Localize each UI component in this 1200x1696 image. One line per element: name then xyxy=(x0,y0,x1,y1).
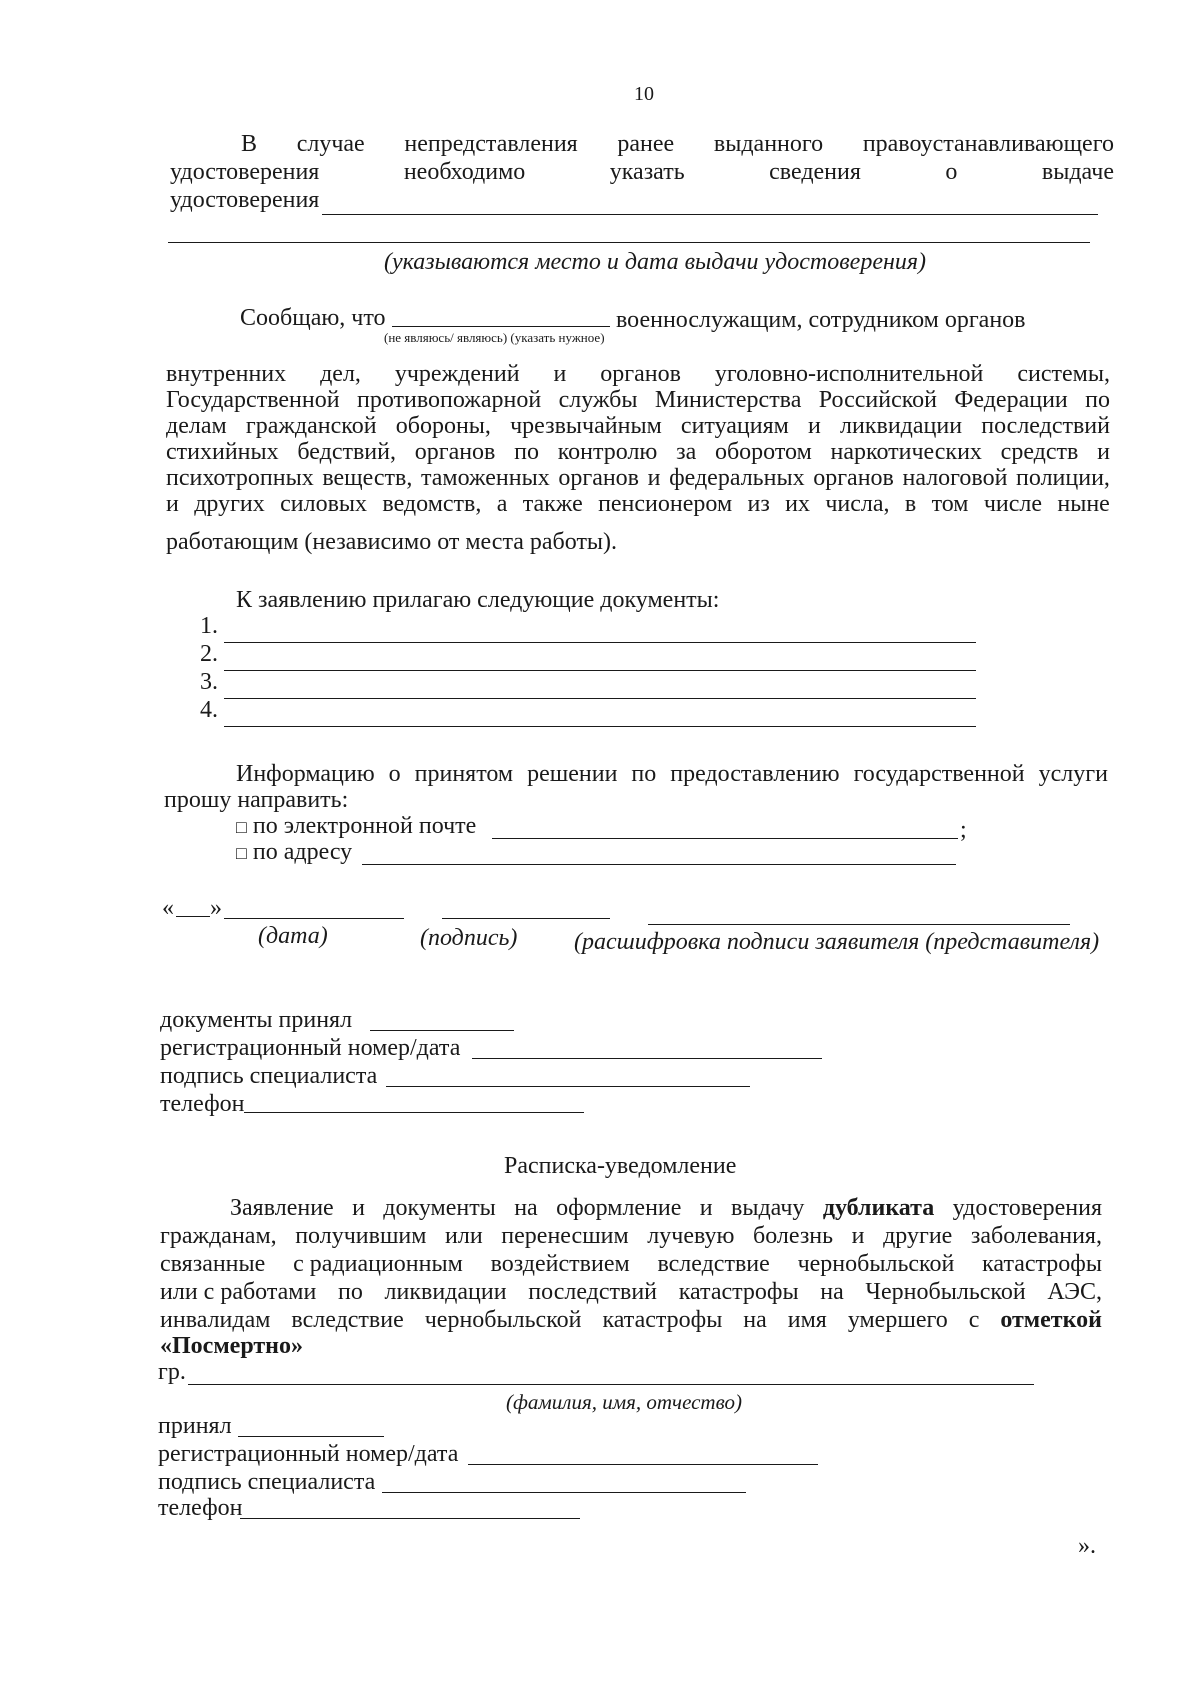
receipt-line-5 xyxy=(160,1306,1102,1334)
word: имя xyxy=(787,1307,827,1333)
word: органов xyxy=(414,439,496,465)
word: о xyxy=(388,761,401,787)
receipt-line-2 xyxy=(160,1222,1102,1250)
word: и xyxy=(851,1223,865,1249)
word: АЭС, xyxy=(1047,1279,1102,1305)
word: документы xyxy=(383,1195,496,1221)
intake-spec-label: подпись специалиста xyxy=(160,1063,378,1089)
closing-quote: ». xyxy=(1078,1533,1096,1559)
word: уголовно-исполнительной xyxy=(714,361,984,387)
word: полиции, xyxy=(1016,465,1110,491)
status-line xyxy=(166,438,1110,466)
word: решении xyxy=(527,761,618,787)
date-caption: (дата) xyxy=(258,923,328,949)
word: внутренних xyxy=(166,361,287,387)
word: веществ, xyxy=(322,465,413,491)
word: гражданам, xyxy=(160,1223,277,1249)
citizen-name-field[interactable] xyxy=(188,1384,1034,1385)
cert-line-3-label: удостоверения xyxy=(170,187,320,213)
signature-decode-field[interactable] xyxy=(648,924,1070,925)
word: числа, xyxy=(825,491,890,517)
word: средств xyxy=(1000,439,1079,465)
word: необходимо xyxy=(403,159,526,185)
word: с радиационным xyxy=(293,1251,463,1277)
address-field[interactable] xyxy=(362,864,956,865)
word: чернобыльской xyxy=(424,1307,582,1333)
word: катастрофы xyxy=(678,1279,799,1305)
word: выдаче xyxy=(1041,159,1114,185)
word: службы xyxy=(558,387,638,413)
word: по xyxy=(1085,387,1110,413)
word: гражданской xyxy=(245,413,377,439)
word: оформление xyxy=(556,1195,682,1221)
word: на xyxy=(820,1279,844,1305)
delivery-line-2: прошу направить: xyxy=(164,787,349,813)
checkbox-icon[interactable]: □ xyxy=(236,843,247,863)
word: пенсионером xyxy=(598,491,733,517)
word: и xyxy=(808,413,821,439)
word: Государственной xyxy=(166,387,340,413)
date-day-field[interactable] xyxy=(176,916,210,917)
word: наркотических xyxy=(830,439,982,465)
word: катастрофы xyxy=(602,1307,723,1333)
word: чернобыльской xyxy=(797,1251,955,1277)
receipt-line-1 xyxy=(230,1194,1102,1222)
word: умершего xyxy=(847,1307,948,1333)
word: по xyxy=(338,1279,363,1305)
status-line xyxy=(166,464,1110,492)
intake-phone-field[interactable] xyxy=(244,1112,584,1113)
word: предоставлению xyxy=(670,761,840,787)
word: стихийных xyxy=(166,439,279,465)
word: и xyxy=(699,1195,713,1221)
word: воздействием xyxy=(490,1251,630,1277)
cert-line-1 xyxy=(241,130,1114,158)
word: других xyxy=(194,491,265,517)
cert-issue-field-2[interactable] xyxy=(168,242,1090,243)
word: ранее xyxy=(617,131,675,157)
word: вследствие xyxy=(657,1251,770,1277)
word: бедствий, xyxy=(297,439,396,465)
word: том xyxy=(931,491,969,517)
attachment-field[interactable] xyxy=(224,698,976,699)
citizen-label: гр. xyxy=(158,1359,186,1385)
signature-decode-caption: (расшифровка подписи заявителя (представителя) xyxy=(574,929,1100,955)
word: сведения xyxy=(769,159,861,185)
status-hint: (не являюсь/ являюсь) (указать нужное) xyxy=(384,330,605,345)
word: болезнь xyxy=(753,1223,834,1249)
word: налоговой xyxy=(902,465,1008,491)
word: таможенных xyxy=(420,465,550,491)
word: также xyxy=(522,491,583,517)
word: удостоверения xyxy=(170,159,320,185)
word: делам xyxy=(166,413,227,439)
word: в xyxy=(904,491,917,517)
word: указать xyxy=(609,159,685,185)
word: правоустанавливающего xyxy=(862,131,1114,157)
word: заболевания, xyxy=(970,1223,1102,1249)
word: лучевую xyxy=(647,1223,735,1249)
address-option-label: по адресу xyxy=(252,839,353,865)
email-suffix: ; xyxy=(960,817,967,843)
receipt-reg-label: регистрационный номер/дата xyxy=(158,1441,459,1467)
attachment-field[interactable] xyxy=(224,726,976,727)
citizen-caption: (фамилия, имя, отчество) xyxy=(506,1390,742,1414)
word: ситуациям xyxy=(680,413,789,439)
word: ведомств, xyxy=(382,491,482,517)
receipt-duplicate-bold: дубликата xyxy=(822,1195,935,1221)
attachment-number: 4. xyxy=(200,697,218,723)
word: органов xyxy=(600,361,681,387)
word: последствий xyxy=(528,1279,658,1305)
word: или с работами xyxy=(160,1279,317,1305)
word: дел, xyxy=(320,361,361,387)
word: удостоверения xyxy=(952,1195,1102,1221)
attachment-field[interactable] xyxy=(224,670,976,671)
word: по xyxy=(514,439,539,465)
word: услуги xyxy=(1038,761,1108,787)
word: на xyxy=(514,1195,538,1221)
word: государственной xyxy=(853,761,1025,787)
intake-reg-field[interactable] xyxy=(472,1058,822,1059)
receipt-spec-label: подпись специалиста xyxy=(158,1469,376,1495)
status-line xyxy=(166,490,1110,518)
word: В xyxy=(241,131,258,157)
receipt-line-3 xyxy=(160,1250,1102,1278)
word: силовых xyxy=(280,491,368,517)
word: их xyxy=(785,491,810,517)
intake-spec-field[interactable] xyxy=(386,1086,750,1087)
word: а xyxy=(496,491,508,517)
status-tail: военнослужащим, сотрудником органов xyxy=(616,307,1026,333)
intake-accepted-field[interactable] xyxy=(370,1030,514,1031)
word: и xyxy=(1097,439,1110,465)
word: выдачу xyxy=(731,1195,805,1221)
status-field[interactable] xyxy=(392,326,610,327)
attachment-number: 3. xyxy=(200,669,218,695)
intake-reg-label: регистрационный номер/дата xyxy=(160,1035,461,1061)
status-last-line: работающим (независимо от места работы). xyxy=(166,529,618,555)
word: по xyxy=(631,761,657,787)
word: и xyxy=(352,1195,365,1221)
word: связанные xyxy=(160,1251,266,1277)
signature-field[interactable] xyxy=(442,918,610,919)
word: другие xyxy=(883,1223,953,1249)
attachment-number: 1. xyxy=(200,613,218,639)
word: оборотом xyxy=(714,439,812,465)
word: учреждений xyxy=(394,361,520,387)
word: органов xyxy=(813,465,894,491)
word: Федерации xyxy=(954,387,1068,413)
attachments-heading: К заявлению прилагаю следующие документы: xyxy=(236,587,720,613)
intake-phone-label: телефон xyxy=(160,1091,245,1117)
word: и xyxy=(553,361,567,387)
email-field[interactable] xyxy=(492,838,958,839)
word: Министерства xyxy=(654,387,802,413)
date-day-open: « xyxy=(162,895,174,921)
signature-caption: (подпись) xyxy=(420,925,518,951)
page-number: 10 xyxy=(634,83,654,105)
word: Заявление xyxy=(230,1195,334,1221)
status-line xyxy=(166,386,1110,414)
word: получившим xyxy=(295,1223,427,1249)
date-day-close: » xyxy=(210,895,222,921)
receipt-spec-field[interactable] xyxy=(382,1492,746,1493)
email-option[interactable] xyxy=(236,812,476,841)
cert-line-2 xyxy=(170,158,1114,186)
word: федеральных xyxy=(669,465,805,491)
word: системы, xyxy=(1017,361,1110,387)
attachment-field[interactable] xyxy=(224,642,976,643)
word: выданного xyxy=(713,131,824,157)
word: о xyxy=(945,159,958,185)
word: последствий xyxy=(981,413,1110,439)
receipt-accepted-field[interactable] xyxy=(238,1436,384,1437)
word: вследствие xyxy=(291,1307,404,1333)
status-line xyxy=(166,360,1110,388)
word: принятом xyxy=(414,761,514,787)
receipt-title: Расписка-уведомление xyxy=(504,1153,737,1179)
word: ныне xyxy=(1057,491,1110,517)
word: из xyxy=(747,491,770,517)
word: органов xyxy=(558,465,640,491)
receipt-reg-field[interactable] xyxy=(468,1464,818,1465)
address-option[interactable] xyxy=(236,838,352,867)
cert-issue-field[interactable] xyxy=(322,214,1098,215)
cert-caption: (указываются место и дата выдачи удостоверения) xyxy=(384,249,927,275)
word: психотропных xyxy=(166,465,314,491)
word: случае xyxy=(296,131,365,157)
word: контролю xyxy=(557,439,658,465)
checkbox-icon[interactable]: □ xyxy=(236,817,247,837)
receipt-phone-label: телефон xyxy=(158,1495,243,1521)
word: и xyxy=(647,465,661,491)
receipt-posthumous: «Посмертно» xyxy=(160,1333,303,1359)
word: обороны, xyxy=(395,413,491,439)
email-option-label: по электронной почте xyxy=(252,813,477,839)
receipt-line-4 xyxy=(160,1278,1102,1306)
word: с xyxy=(968,1307,980,1333)
word: Российской xyxy=(818,387,938,413)
word: ликвидации xyxy=(384,1279,507,1305)
receipt-mark-bold: отметкой xyxy=(1000,1307,1102,1333)
word: перенесшим xyxy=(501,1223,629,1249)
status-lead: Сообщаю, что xyxy=(240,305,386,331)
word: ликвидации xyxy=(840,413,963,439)
intake-accepted-label: документы принял xyxy=(160,1007,353,1033)
date-field[interactable] xyxy=(224,918,404,919)
word: катастрофы xyxy=(982,1251,1102,1277)
word: чрезвычайным xyxy=(510,413,662,439)
word: инвалидам xyxy=(160,1307,271,1333)
receipt-phone-field[interactable] xyxy=(240,1518,580,1519)
word: Чернобыльской xyxy=(865,1279,1026,1305)
word: противопожарной xyxy=(356,387,542,413)
status-line xyxy=(166,412,1110,440)
delivery-line-1 xyxy=(236,760,1108,788)
word: и xyxy=(166,491,179,517)
word: непредставления xyxy=(404,131,578,157)
receipt-accepted-label: принял xyxy=(158,1413,232,1439)
word: или xyxy=(445,1223,483,1249)
word: на xyxy=(743,1307,767,1333)
word: за xyxy=(676,439,697,465)
word: числе xyxy=(983,491,1043,517)
word: Информацию xyxy=(236,761,375,787)
attachment-number: 2. xyxy=(200,641,218,667)
